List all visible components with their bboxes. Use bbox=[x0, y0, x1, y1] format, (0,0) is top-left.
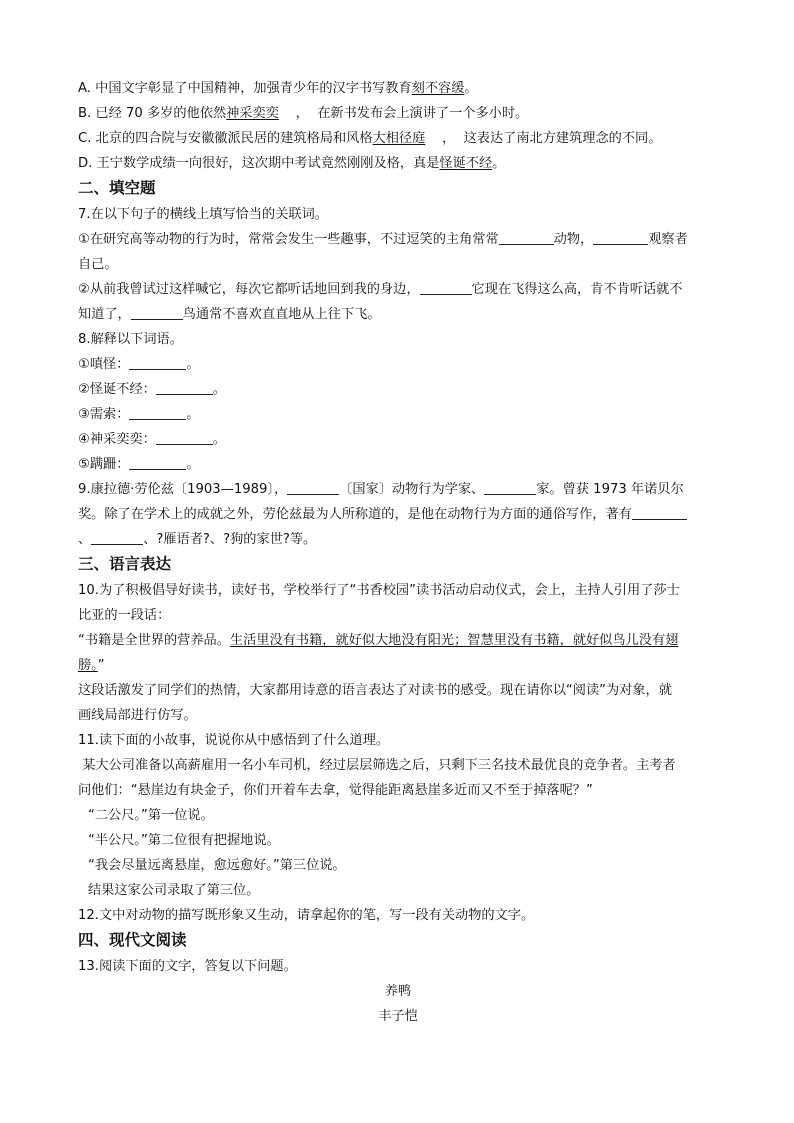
exam-page bbox=[78, 76, 718, 1029]
question-7-line-1: ①在研究高等动物的行为时，常常会发生一些趣事，不过逗笑的主角常常 动物， 观察者 bbox=[78, 232, 688, 247]
story-dialogue: “我会尽量远离悬崖，愈远愈好。”第三位说。 bbox=[88, 858, 346, 873]
story-dialogue: “二公尺。”第一位说。 bbox=[88, 808, 214, 823]
answer-blank[interactable] bbox=[593, 230, 648, 245]
option-a-end: 。 bbox=[464, 81, 478, 96]
question-8-item: ④神采奕奕： 。 bbox=[78, 432, 226, 447]
question-12: 12.文中对动物的描写既形象又生动，请拿起你的笔，写一段有关动物的文字。 bbox=[78, 908, 535, 923]
answer-blank[interactable] bbox=[129, 405, 186, 420]
question-10-line-1: 10.为了积极倡导好读书，读好书，学校举行了“书香校园”读书活动启动仪式，会上，主持人引用了莎士 bbox=[78, 583, 680, 598]
question-13-stem: 13.阅读下面的文字，答复以下问题。 bbox=[78, 959, 297, 974]
option-c-end: ， 这表达了南北方建筑理念的不同。 bbox=[425, 131, 662, 146]
quote-underlined: 膀。 bbox=[78, 658, 98, 673]
question-9-line-1: 9.康拉德·劳伦兹〔1903—1989〕， 〔国家〕动物行为学家、 家。曾获 1973 年诺贝尔 bbox=[78, 482, 684, 497]
question-10-quote-line-1: “书籍是全世界的营养品。生活里没有书籍，就好似大地没有阳光；智慧里没有书籍，就好似鸟儿没有翅 bbox=[78, 633, 679, 648]
option-b-text: B. 已经 70 多岁的他依然 bbox=[78, 106, 227, 121]
answer-blank[interactable] bbox=[129, 355, 186, 370]
story-paragraph: 问他们：“悬崖边有块金子，你们开着车去拿，觉得能距离悬崖多近而又不至于掉落呢？” bbox=[78, 783, 593, 798]
question-10-quote-line-2: 膀。” bbox=[78, 658, 105, 673]
question-8-item: ①嗔怪： 。 bbox=[78, 357, 200, 372]
question-7-line-3: ②从前我曾试过这样喊它，每次它都听话地回到我的身边， 它现在飞得这么高，肯不肯听话就不 bbox=[78, 282, 683, 297]
article-author: 丰子恺 bbox=[378, 1009, 418, 1024]
question-10-line-6: 画线局部进行仿写。 bbox=[78, 708, 197, 723]
option-a-text: A. 中国文字彰显了中国精神，加强青少年的汉字书写教育 bbox=[78, 81, 412, 96]
question-7-stem: 7.在以下句子的横线上填写恰当的关联词。 bbox=[78, 207, 328, 222]
option-c-underlined: 大相径庭 bbox=[372, 131, 426, 146]
question-9-line-3: 、 、?雁语者?、?狗的家世?等。 bbox=[78, 532, 317, 547]
answer-blank[interactable] bbox=[131, 305, 183, 320]
question-8-item: ③需索： 。 bbox=[78, 407, 200, 422]
answer-blank[interactable] bbox=[632, 505, 687, 520]
section-heading-language-expression: 三、语言表达 bbox=[78, 555, 172, 573]
question-8-item: ⑤蹒跚： 。 bbox=[78, 457, 200, 472]
question-8-item: ②怪诞不经： 。 bbox=[78, 382, 226, 397]
option-b-end: ， 在新书发布会上演讲了一个多小时。 bbox=[278, 106, 529, 121]
quote-underlined: 生活里没有书籍，就好似大地没有阳光；智慧里没有书籍，就好似鸟儿没有翅 bbox=[229, 633, 679, 648]
question-7-line-4: 知道了， 鸟通常不喜欢直直地从上往下飞。 bbox=[78, 307, 381, 322]
answer-blank[interactable] bbox=[420, 280, 472, 295]
option-d-end: 。 bbox=[492, 156, 506, 171]
section-heading-fill-in: 二、填空题 bbox=[78, 179, 156, 197]
option-b-underlined: 神采奕奕 bbox=[226, 106, 279, 121]
option-d bbox=[78, 151, 718, 176]
option-a bbox=[78, 76, 718, 101]
question-7-line-2: 自己。 bbox=[78, 257, 118, 272]
story-paragraph: 某大公司准备以高薪雇用一名小车司机，经过层层筛选之后，只剩下三名技术最优良的竞争者。主考者 bbox=[78, 758, 676, 773]
option-c-text: C. 北京的四合院与安徽徽派民居的建筑格局和风格 bbox=[78, 131, 373, 146]
answer-blank[interactable] bbox=[287, 480, 339, 495]
option-d-underlined: 怪诞不经 bbox=[439, 156, 493, 171]
question-9-line-2: 奖。除了在学术上的成就之外，劳伦兹最为人所称道的，是他在动物行为方面的通俗写作，著有 bbox=[78, 502, 718, 527]
option-c bbox=[78, 126, 718, 151]
section-heading-modern-reading: 四、现代文阅读 bbox=[78, 931, 187, 949]
option-d-text: D. 王宁数学成绩一向很好，这次期中考试竟然刚刚及格，真是 bbox=[78, 156, 440, 171]
option-a-underlined: 刻不容缓 bbox=[411, 81, 465, 96]
answer-blank[interactable] bbox=[91, 530, 143, 545]
question-10-line-2: 比亚的一段话： bbox=[78, 608, 171, 623]
answer-blank[interactable] bbox=[484, 480, 536, 495]
option-b bbox=[78, 101, 718, 126]
answer-blank[interactable] bbox=[156, 380, 213, 395]
answer-blank[interactable] bbox=[156, 430, 213, 445]
answer-blank[interactable] bbox=[499, 230, 554, 245]
story-conclusion: 结果这家公司录取了第三位。 bbox=[88, 883, 260, 898]
question-8-stem: 8.解释以下词语。 bbox=[78, 332, 183, 347]
answer-blank[interactable] bbox=[129, 455, 186, 470]
story-dialogue: “半公尺。”第二位很有把握地说。 bbox=[88, 833, 280, 848]
article-title: 养鸭 bbox=[384, 984, 412, 999]
question-11-stem: 11.读下面的小故事，说说你从中感悟到了什么道理。 bbox=[78, 733, 390, 748]
question-10-line-5: 这段话激发了同学们的热情，大家都用诗意的语言表达了对读书的感受。现在请你以“阅读”为对象，就 bbox=[78, 683, 672, 698]
